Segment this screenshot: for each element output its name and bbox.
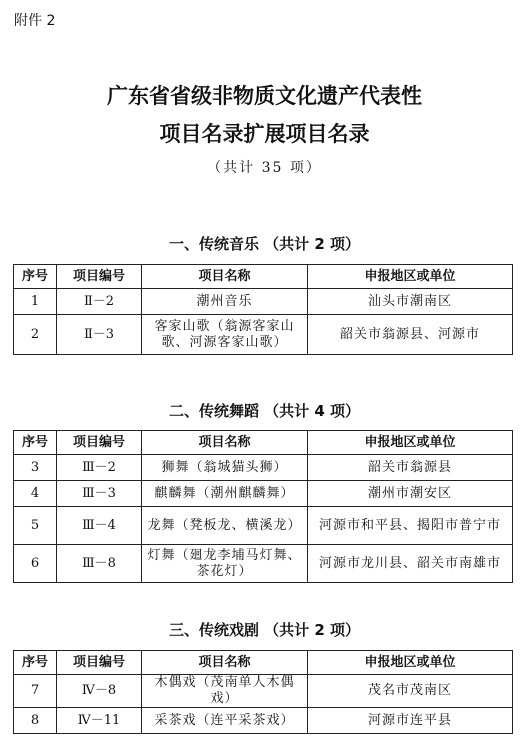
cell-name: 龙舞（凳板龙、横溪龙） — [142, 507, 308, 545]
section-heading-music: 一、传统音乐 （共计 2 项） — [168, 235, 361, 253]
total-count: （共计 35 项） — [207, 160, 322, 176]
cell-region: 茂名市茂南区 — [308, 675, 513, 708]
cell-name: 客家山歌（翁源客家山歌、河源客家山歌） — [142, 315, 308, 355]
cell-name: 木偶戏（茂南单人木偶戏） — [142, 675, 308, 708]
cell-no: 3 — [14, 455, 57, 481]
cell-region: 河源市和平县、揭阳市普宁市 — [308, 507, 513, 545]
col-header-code: 项目编号 — [57, 265, 142, 289]
table-row — [14, 315, 513, 355]
table-row — [14, 675, 513, 708]
cell-region: 河源市龙川县、韶关市南雄市 — [308, 545, 513, 583]
document-title-line2: 项目名录扩展项目名录 — [159, 121, 370, 146]
cell-code: Ⅲ－4 — [57, 507, 142, 545]
section-heading-drama: 三、传统戏剧 （共计 2 项） — [168, 621, 361, 639]
col-header-name: 项目名称 — [142, 431, 308, 455]
cell-region: 潮州市潮安区 — [308, 481, 513, 507]
cell-no: 4 — [14, 481, 57, 507]
cell-no: 8 — [14, 708, 57, 734]
cell-code: Ⅱ－3 — [57, 315, 142, 355]
col-header-code: 项目编号 — [57, 431, 142, 455]
table-row — [14, 507, 513, 545]
col-header-name: 项目名称 — [142, 265, 308, 289]
document-title-line1: 广东省省级非物质文化遗产代表性 — [107, 83, 422, 108]
col-header-no: 序号 — [14, 265, 57, 289]
table-row — [14, 545, 513, 583]
table-row — [14, 289, 513, 315]
cell-code: Ⅲ－8 — [57, 545, 142, 583]
cell-code: Ⅲ－3 — [57, 481, 142, 507]
col-header-region: 申报地区或单位 — [308, 265, 513, 289]
cell-code: Ⅳ－8 — [57, 675, 142, 708]
cell-no: 7 — [14, 675, 57, 708]
cell-name: 麒麟舞（潮州麒麟舞） — [142, 481, 308, 507]
col-header-region: 申报地区或单位 — [308, 431, 513, 455]
cell-no: 6 — [14, 545, 57, 583]
cell-name: 灯舞（廻龙李埔马灯舞、茶花灯） — [142, 545, 308, 583]
col-header-code: 项目编号 — [57, 651, 142, 675]
section-heading-dance: 二、传统舞蹈 （共计 4 项） — [168, 402, 361, 420]
col-header-no: 序号 — [14, 431, 57, 455]
cell-region: 韶关市翁源县、河源市 — [308, 315, 513, 355]
cell-code: Ⅳ－11 — [57, 708, 142, 734]
cell-name: 采茶戏（连平采茶戏） — [142, 708, 308, 734]
cell-code: Ⅲ－2 — [57, 455, 142, 481]
cell-name: 潮州音乐 — [142, 289, 308, 315]
attachment-label: 附件 2 — [14, 13, 56, 29]
table-row — [14, 708, 513, 734]
cell-no: 5 — [14, 507, 57, 545]
col-header-region: 申报地区或单位 — [308, 651, 513, 675]
col-header-no: 序号 — [14, 651, 57, 675]
table-traditional-dance — [13, 430, 513, 583]
table-row — [14, 481, 513, 507]
table-traditional-drama — [13, 650, 513, 734]
table-row — [14, 455, 513, 481]
cell-no: 1 — [14, 289, 57, 315]
col-header-name: 项目名称 — [142, 651, 308, 675]
cell-no: 2 — [14, 315, 57, 355]
cell-region: 汕头市潮南区 — [308, 289, 513, 315]
cell-region: 河源市连平县 — [308, 708, 513, 734]
table-header-row — [14, 431, 513, 455]
table-traditional-music — [13, 264, 513, 355]
cell-code: Ⅱ－2 — [57, 289, 142, 315]
cell-name: 狮舞（翁城猫头狮） — [142, 455, 308, 481]
table-header-row — [14, 265, 513, 289]
table-header-row — [14, 651, 513, 675]
cell-region: 韶关市翁源县 — [308, 455, 513, 481]
